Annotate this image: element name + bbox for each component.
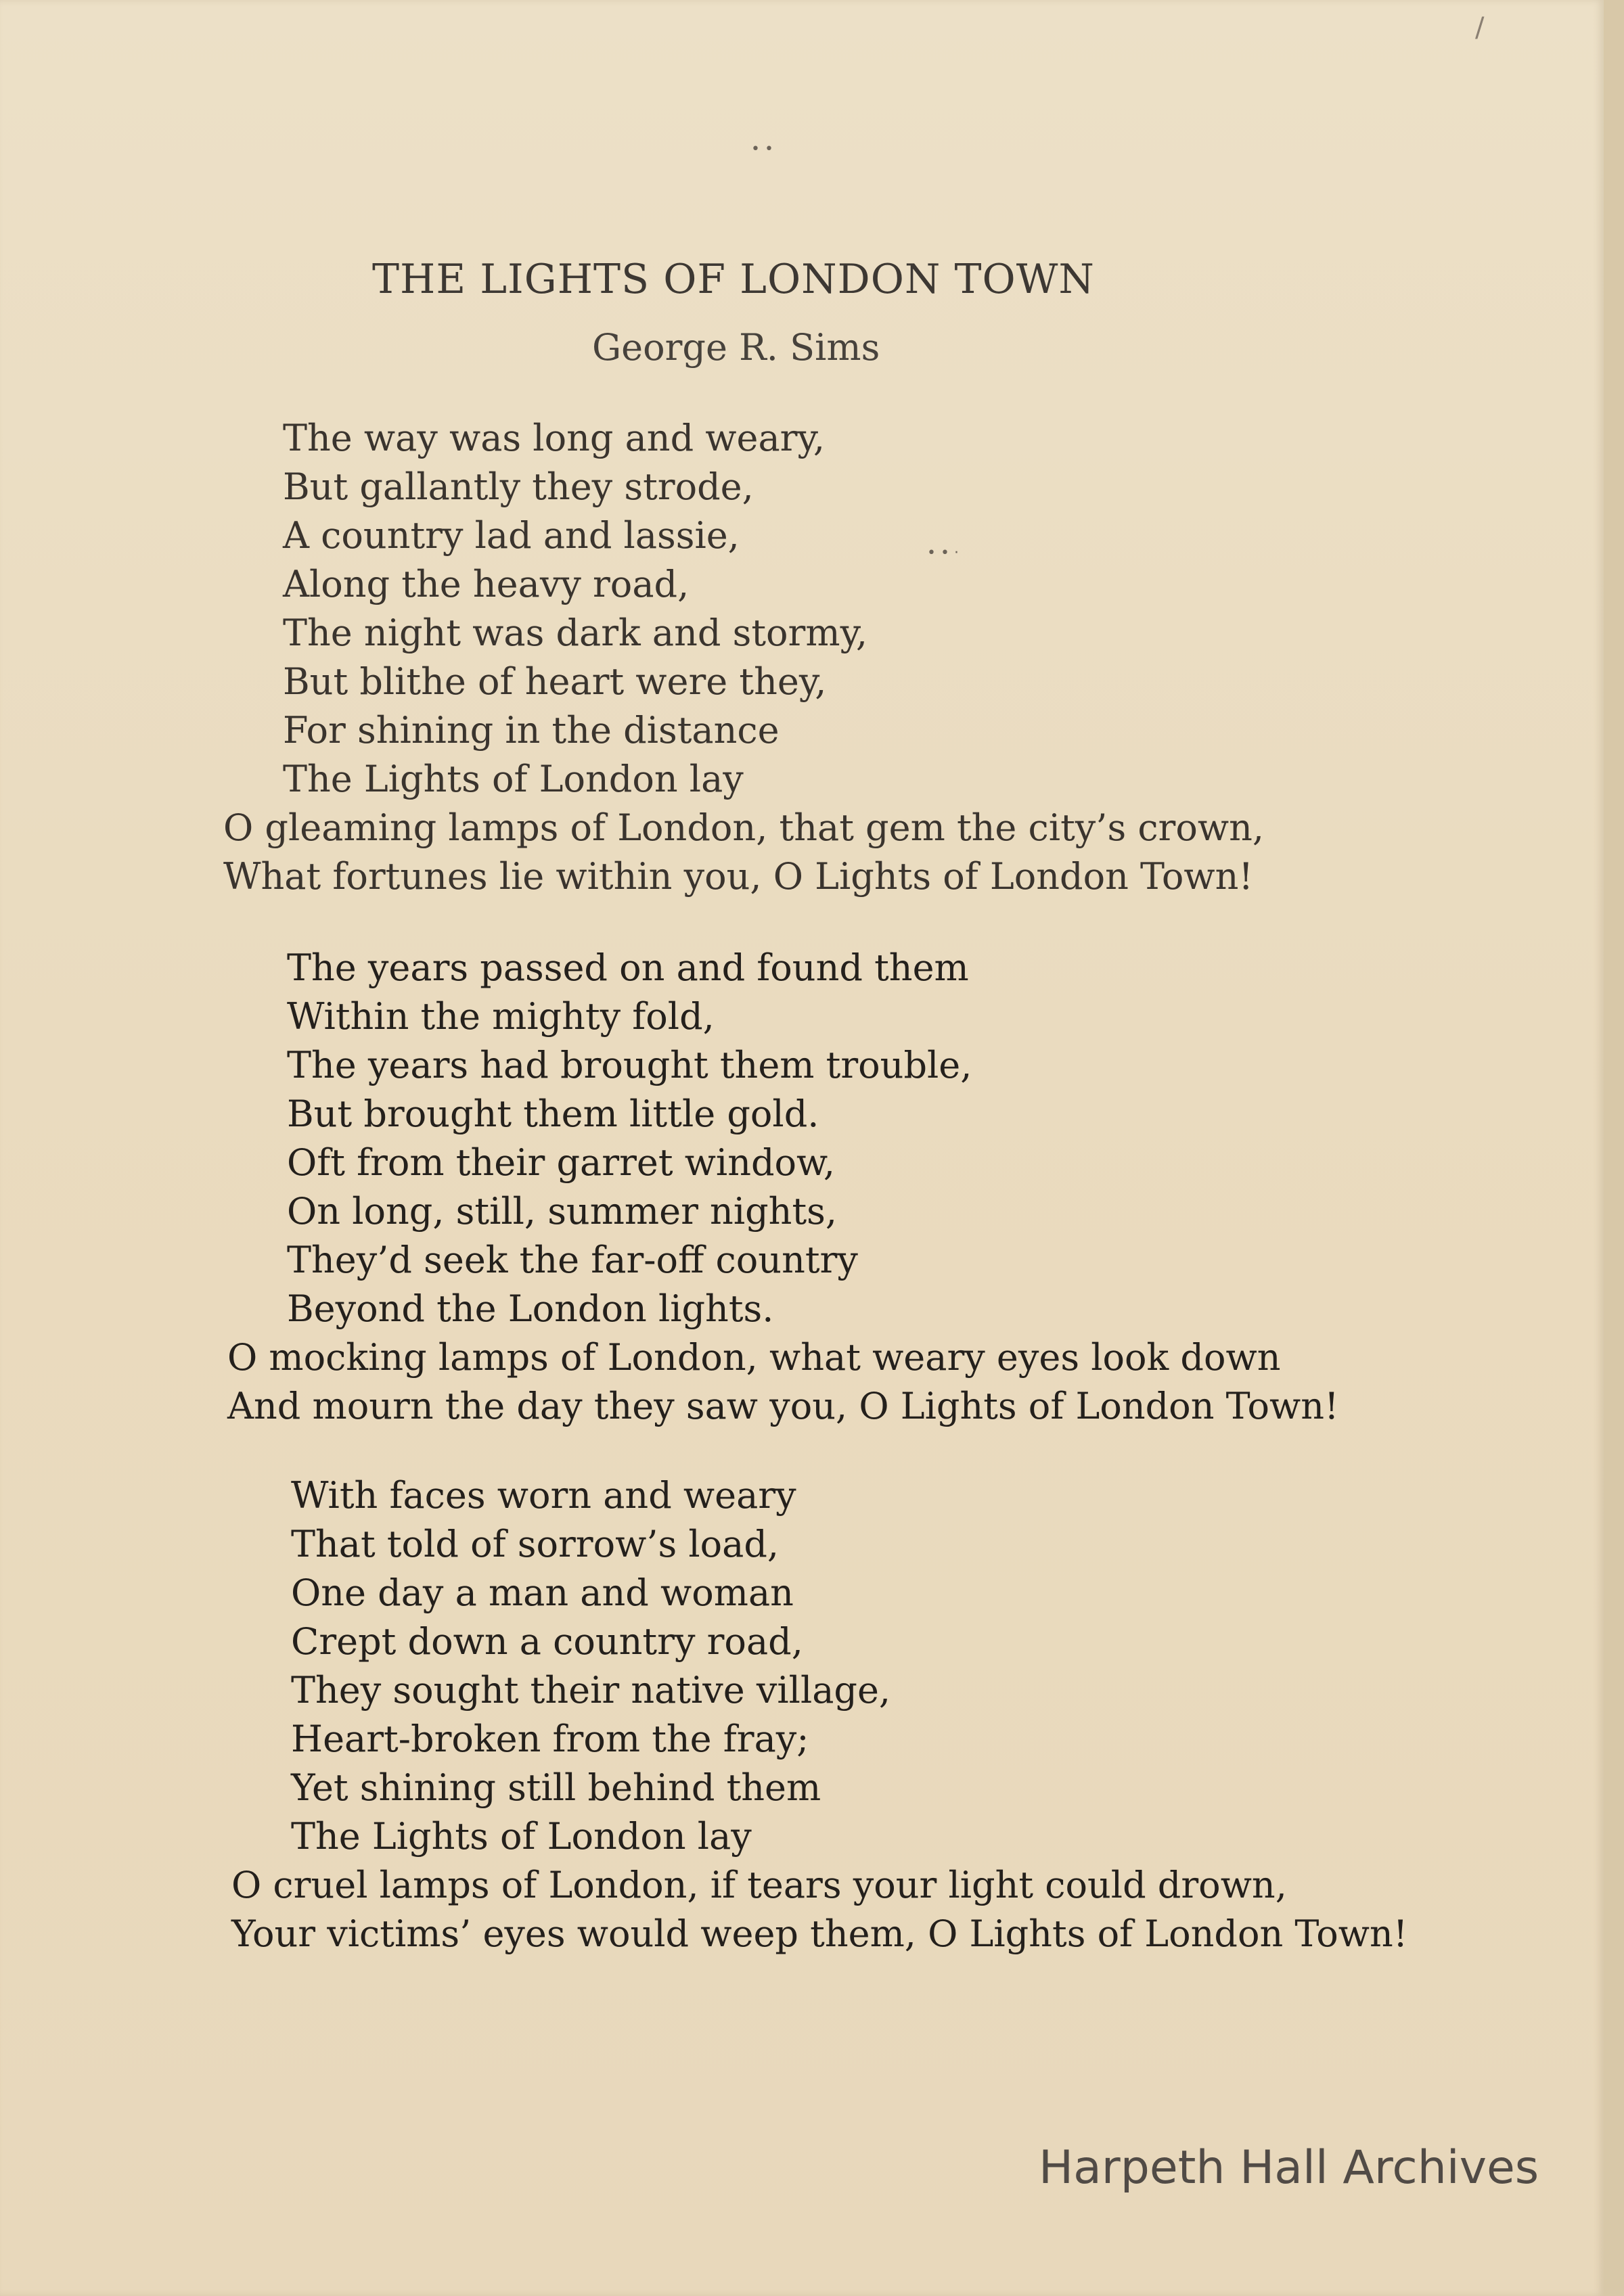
- verse-line: The years passed on and found them: [287, 946, 969, 989]
- pencil-mark: /: [1475, 12, 1485, 43]
- verse-line: Along the heavy road,: [283, 563, 690, 605]
- verse-line: But blithe of heart were they,: [283, 660, 827, 703]
- verse-line: One day a man and woman: [291, 1571, 794, 1614]
- verse-line: Oft from their garret window,: [287, 1141, 836, 1184]
- poem-author: George R. Sims: [592, 326, 880, 369]
- archive-watermark: Harpeth Hall Archives: [1039, 2141, 1539, 2195]
- verse-line: The Lights of London lay: [283, 758, 744, 800]
- verse-line: A country lad and lassie,: [283, 514, 740, 557]
- stanza-2: [227, 944, 1339, 1431]
- refrain-line: O cruel lamps of London, if tears your light could drown,: [231, 1864, 1287, 1906]
- verse-line: With faces worn and weary: [291, 1474, 796, 1517]
- verse-line: Yet shining still behind them: [291, 1766, 821, 1809]
- verse-line: Crept down a country road,: [291, 1620, 803, 1663]
- poem-title: THE LIGHTS OF LONDON TOWN: [372, 256, 1095, 303]
- verse-line: Beyond the London lights.: [287, 1287, 774, 1330]
- verse-line: The way was long and weary,: [283, 417, 825, 459]
- verse-line: On long, still, summer nights,: [287, 1190, 838, 1233]
- verse-line: Within the mighty fold,: [287, 995, 715, 1038]
- page-edge: [1604, 0, 1624, 2296]
- refrain-line: O mocking lamps of London, what weary eyes look down: [227, 1336, 1281, 1379]
- refrain-line: O gleaming lamps of London, that gem the city’s crown,: [223, 806, 1265, 849]
- verse-line: For shining in the distance: [283, 709, 780, 752]
- verse-line: But brought them little gold.: [287, 1093, 819, 1135]
- verse-line: The years had brought them trouble,: [287, 1044, 972, 1086]
- refrain-line: And mourn the day they saw you, O Lights of London Town!: [227, 1385, 1339, 1427]
- stanza-verse: [227, 944, 1339, 1333]
- verse-line: Heart-broken from the fray;: [291, 1718, 809, 1760]
- stanza-1: [223, 414, 1264, 901]
- verse-line: But gallantly they strode,: [283, 465, 754, 508]
- stanza-verse: [223, 414, 1264, 804]
- refrain-line: What fortunes lie within you, O Lights of London Town!: [223, 855, 1254, 898]
- verse-line: That told of sorrow’s load,: [291, 1523, 780, 1565]
- refrain-line: Your victims’ eyes would weep them, O Lights of London Town!: [231, 1912, 1408, 1955]
- verse-line: They’d seek the far-off country: [287, 1239, 858, 1281]
- verse-line: The night was dark and stormy,: [283, 612, 868, 654]
- stanza-3: [231, 1471, 1407, 1958]
- verse-line: They sought their native village,: [291, 1669, 891, 1712]
- stanza-verse: [231, 1471, 1407, 1861]
- printed-specks: • •: [751, 141, 773, 158]
- printed-specks: • • ·: [927, 545, 959, 561]
- verse-line: The Lights of London lay: [291, 1815, 752, 1858]
